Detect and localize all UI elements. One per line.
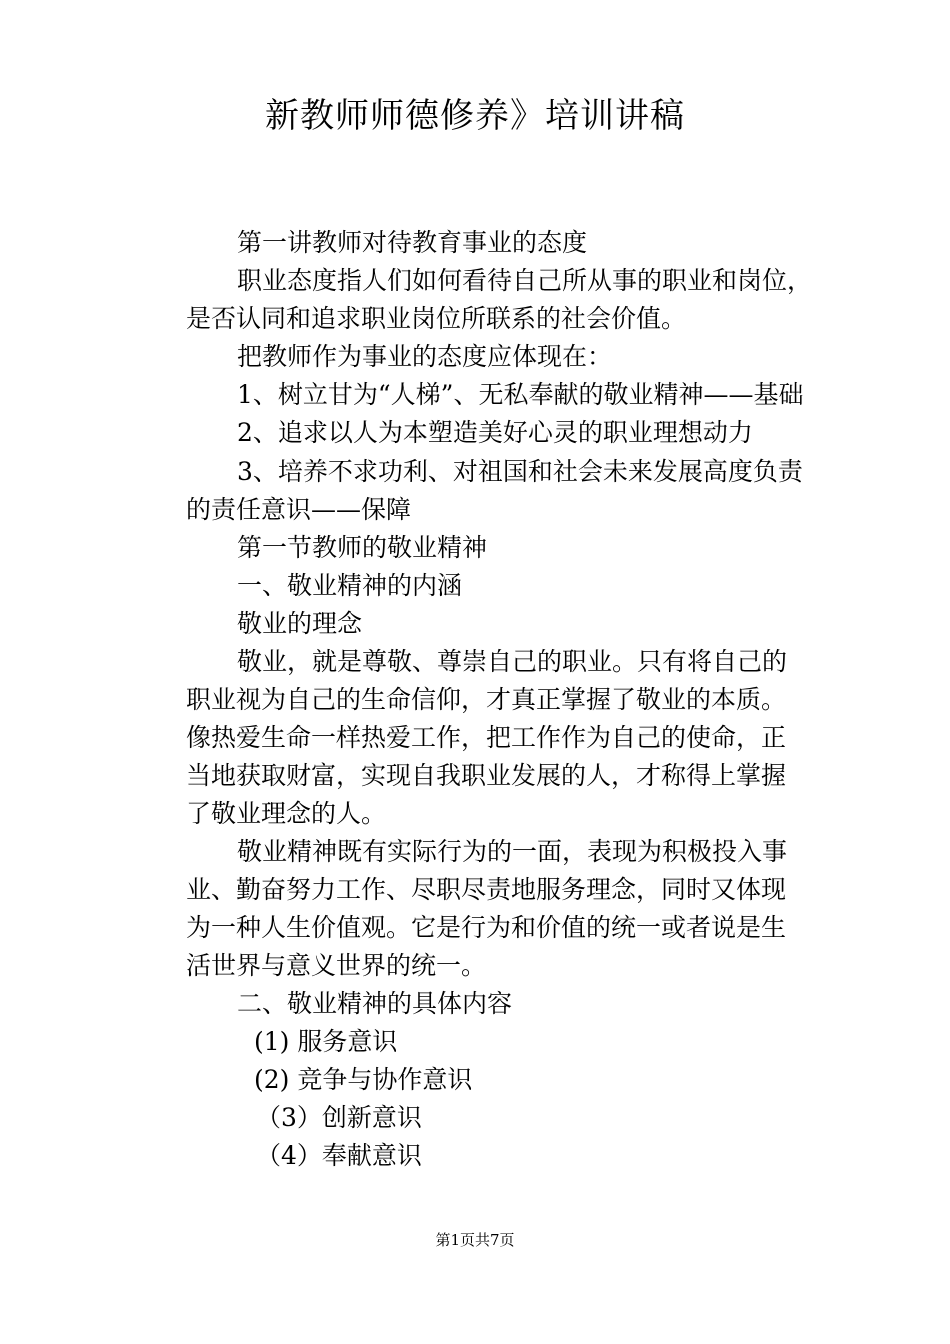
- list-item: (2) 竞争与协作意识: [254, 1065, 473, 1094]
- paragraph-line: 当地获取财富，实现自我职业发展的人，才称得上掌握: [186, 761, 787, 790]
- list-item: （3）创新意识: [256, 1103, 422, 1132]
- list-item: 1、树立甘为“人梯”、无私奉献的敬业精神——基础: [237, 380, 804, 409]
- paragraph-line: 业、勤奋努力工作、尽职尽责地服务理念，同时又体现: [186, 875, 787, 904]
- section-heading: 第一节教师的敬业精神: [237, 533, 488, 562]
- list-item: 2、追求以人为本塑造美好心灵的职业理想动力: [237, 418, 753, 447]
- paragraph-line: 了敬业理念的人。: [186, 799, 387, 828]
- paragraph-line: 职业视为自己的生命信仰，才真正掌握了敬业的本质。: [186, 685, 787, 714]
- list-item: 3、培养不求功利、对祖国和社会未来发展高度负责: [237, 457, 803, 486]
- paragraph-line: 把教师作为事业的态度应体现在：: [237, 342, 613, 371]
- paragraph-line: 敬业精神既有实际行为的一面，表现为积极投入事: [237, 837, 788, 866]
- subsection-heading: 敬业的理念: [237, 609, 363, 638]
- list-item-continuation: 的责任意识——保障: [186, 495, 412, 524]
- list-item: (1) 服务意识: [254, 1027, 398, 1056]
- paragraph-line: 敬业，就是尊敬、尊崇自己的职业。只有将自己的: [237, 647, 788, 676]
- paragraph-line: 为一种人生价值观。它是行为和价值的统一或者说是生: [186, 913, 787, 942]
- paragraph-line: 活世界与意义世界的统一。: [186, 951, 487, 980]
- document-title: 新教师师德修养》培训讲稿: [265, 96, 685, 136]
- lecture-heading: 第一讲教师对待教育事业的态度: [237, 228, 588, 257]
- page-footer: 第1页共7页: [435, 1231, 515, 1249]
- subsection-heading: 二、敬业精神的具体内容: [237, 989, 513, 1018]
- paragraph-line: 是否认同和追求职业岗位所联系的社会价值。: [186, 304, 687, 333]
- paragraph-line: 职业态度指人们如何看待自己所从事的职业和岗位，: [237, 266, 813, 295]
- subsection-heading: 一、敬业精神的内涵: [237, 571, 463, 600]
- list-item: （4）奉献意识: [256, 1141, 422, 1170]
- paragraph-line: 像热爱生命一样热爱工作，把工作作为自己的使命，正: [186, 723, 787, 752]
